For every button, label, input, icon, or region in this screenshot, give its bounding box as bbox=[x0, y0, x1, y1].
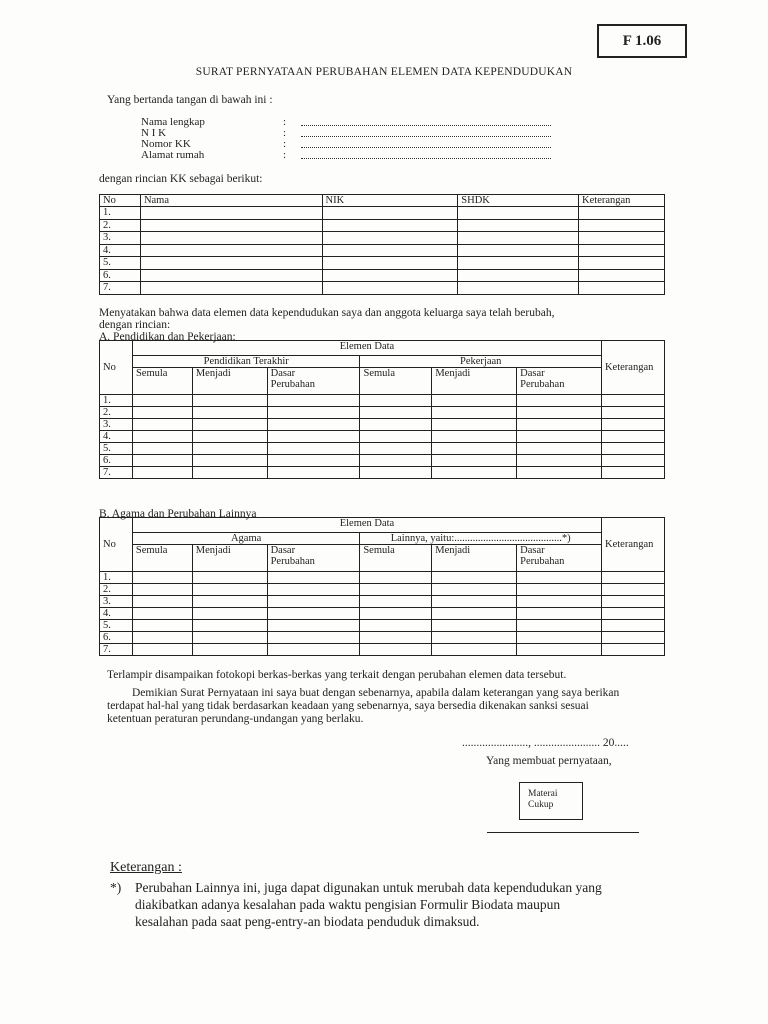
date-line: ......................., ....................... 20..... bbox=[462, 737, 629, 749]
section-a-sub2-header: Pekerjaan bbox=[360, 356, 601, 368]
note-line-2: diakibatkan adanya kesalahan pada waktu pengisian Formulir Biodata maupun bbox=[135, 897, 561, 912]
table-row bbox=[100, 596, 665, 608]
field-colon: : bbox=[283, 127, 287, 139]
table-row bbox=[100, 407, 665, 419]
row-number: 3. bbox=[100, 596, 133, 608]
col-dasar-perubahan: Dasar Perubahan bbox=[517, 545, 602, 572]
row-number: 4. bbox=[100, 431, 133, 443]
table-row bbox=[100, 608, 665, 620]
signer-label: Yang membuat pernyataan, bbox=[486, 755, 612, 767]
table-row bbox=[100, 207, 665, 220]
document-title: SURAT PERNYATAAN PERUBAHAN ELEMEN DATA KEPENDUDUKAN bbox=[195, 66, 573, 78]
row-number: 2. bbox=[100, 584, 133, 596]
field-label: Alamat rumah bbox=[141, 149, 205, 161]
section-b-title: B. Agama dan Perubahan Lainnya bbox=[99, 508, 257, 520]
table-row bbox=[100, 419, 665, 431]
kk-header-nama: Nama bbox=[140, 195, 322, 207]
table-row bbox=[100, 620, 665, 632]
table-row bbox=[100, 244, 665, 257]
row-number: 6. bbox=[100, 632, 133, 644]
table-row bbox=[100, 395, 665, 407]
col-menjadi: Menjadi bbox=[432, 368, 517, 395]
section-b-sub2-header: Lainnya, yaitu:.........................................*) bbox=[360, 533, 602, 545]
col-dasar-perubahan: Dasar Perubahan bbox=[267, 368, 360, 395]
keterangan-title: Keterangan : bbox=[110, 860, 182, 875]
row-number: 3. bbox=[100, 232, 141, 245]
col-dasar-perubahan: Dasar Perubahan bbox=[267, 545, 360, 572]
row-number: 6. bbox=[100, 455, 133, 467]
closing-line-1: Demikian Surat Pernyataan ini saya buat dengan sebenarnya, apabila dalam keterangan yang saya berikan bbox=[132, 687, 620, 699]
kk-header-row bbox=[100, 195, 665, 207]
note-line-1: Perubahan Lainnya ini, juga dapat digunakan untuk merubah data kependudukan yang bbox=[135, 880, 602, 895]
table-row bbox=[100, 431, 665, 443]
field-colon: : bbox=[283, 149, 287, 161]
stamp-line-1: Materai bbox=[528, 789, 558, 799]
note-line-3: kesalahan pada saat peng-entry-an biodata penduduk dimaksud. bbox=[135, 914, 480, 929]
field-colon: : bbox=[283, 116, 287, 128]
kk-header-no: No bbox=[100, 195, 141, 207]
row-number: 5. bbox=[100, 620, 133, 632]
section-a-table bbox=[99, 340, 665, 479]
fill-line bbox=[301, 127, 551, 137]
note-marker: *) bbox=[110, 880, 122, 895]
table-row bbox=[100, 269, 665, 282]
table-row bbox=[100, 232, 665, 245]
kk-header-shdk: SHDK bbox=[458, 195, 579, 207]
row-number: 5. bbox=[100, 443, 133, 455]
row-number: 1. bbox=[100, 572, 133, 584]
row-number: 2. bbox=[100, 219, 141, 232]
identity-row-alamat bbox=[141, 149, 561, 161]
field-label: Nomor KK bbox=[141, 138, 191, 150]
section-a-no-header: No bbox=[100, 341, 133, 395]
section-a-sub1-header: Pendidikan Terakhir bbox=[132, 356, 360, 368]
fill-line bbox=[301, 138, 551, 148]
row-number: 4. bbox=[100, 244, 141, 257]
section-a-title: A. Pendidikan dan Pekerjaan: bbox=[99, 331, 236, 343]
col-menjadi: Menjadi bbox=[432, 545, 517, 572]
section-b-no-header: No bbox=[100, 518, 133, 572]
row-number: 4. bbox=[100, 608, 133, 620]
statement-line-2: dengan rincian: bbox=[99, 319, 171, 331]
closing-line-2: terdapat hal-hal yang tidak berdasarkan keadaan yang sebenarnya, saya bersedia dikenakan sanksi sesuai bbox=[107, 700, 589, 712]
col-semula: Semula bbox=[132, 545, 192, 572]
table-row bbox=[100, 257, 665, 270]
section-b-sub1-header: Agama bbox=[132, 533, 359, 545]
col-dasar-perubahan: Dasar Perubahan bbox=[517, 368, 602, 395]
row-number: 7. bbox=[100, 467, 133, 479]
table-row bbox=[100, 644, 665, 656]
table-row bbox=[100, 584, 665, 596]
table-row bbox=[100, 219, 665, 232]
row-number: 6. bbox=[100, 269, 141, 282]
section-a-group-header: Elemen Data bbox=[132, 341, 601, 356]
table-row bbox=[100, 572, 665, 584]
row-number: 3. bbox=[100, 419, 133, 431]
table-row bbox=[100, 467, 665, 479]
col-semula: Semula bbox=[360, 545, 432, 572]
section-a-keterangan-header: Keterangan bbox=[601, 341, 664, 395]
col-menjadi: Menjadi bbox=[192, 545, 267, 572]
form-code: F 1.06 bbox=[597, 24, 687, 58]
field-label: N I K bbox=[141, 127, 167, 139]
table-row bbox=[100, 455, 665, 467]
field-colon: : bbox=[283, 138, 287, 150]
col-semula: Semula bbox=[360, 368, 432, 395]
col-semula: Semula bbox=[132, 368, 192, 395]
kk-header-nik: NIK bbox=[322, 195, 458, 207]
section-b-group-header: Elemen Data bbox=[132, 518, 601, 533]
field-label: Nama lengkap bbox=[141, 116, 205, 128]
row-number: 1. bbox=[100, 395, 133, 407]
row-number: 2. bbox=[100, 407, 133, 419]
stamp-line-2: Cukup bbox=[528, 800, 554, 810]
col-menjadi: Menjadi bbox=[192, 368, 267, 395]
table-row bbox=[100, 443, 665, 455]
row-number: 1. bbox=[100, 207, 141, 220]
section-b-keterangan-header: Keterangan bbox=[602, 518, 665, 572]
table-row bbox=[100, 632, 665, 644]
signature-line bbox=[487, 832, 639, 833]
kk-intro-text: dengan rincian KK sebagai berikut: bbox=[99, 173, 263, 185]
row-number: 5. bbox=[100, 257, 141, 270]
stamp-box bbox=[519, 782, 583, 820]
statement-line-1: Menyatakan bahwa data elemen data kependudukan saya dan anggota keluarga saya telah berubah, bbox=[99, 307, 555, 319]
fill-line bbox=[301, 149, 551, 159]
kk-table bbox=[99, 194, 665, 295]
section-b-table bbox=[99, 517, 665, 656]
row-number: 7. bbox=[100, 644, 133, 656]
fill-line bbox=[301, 116, 551, 126]
closing-line-3: ketentuan peraturan perundang-undangan yang berlaku. bbox=[107, 713, 364, 725]
kk-header-keterangan: Keterangan bbox=[579, 195, 665, 207]
intro-text: Yang bertanda tangan di bawah ini : bbox=[107, 94, 273, 106]
attachment-text: Terlampir disampaikan fotokopi berkas-berkas yang terkait dengan perubahan elemen data tersebut. bbox=[107, 669, 567, 681]
table-row bbox=[100, 282, 665, 295]
row-number: 7. bbox=[100, 282, 141, 295]
